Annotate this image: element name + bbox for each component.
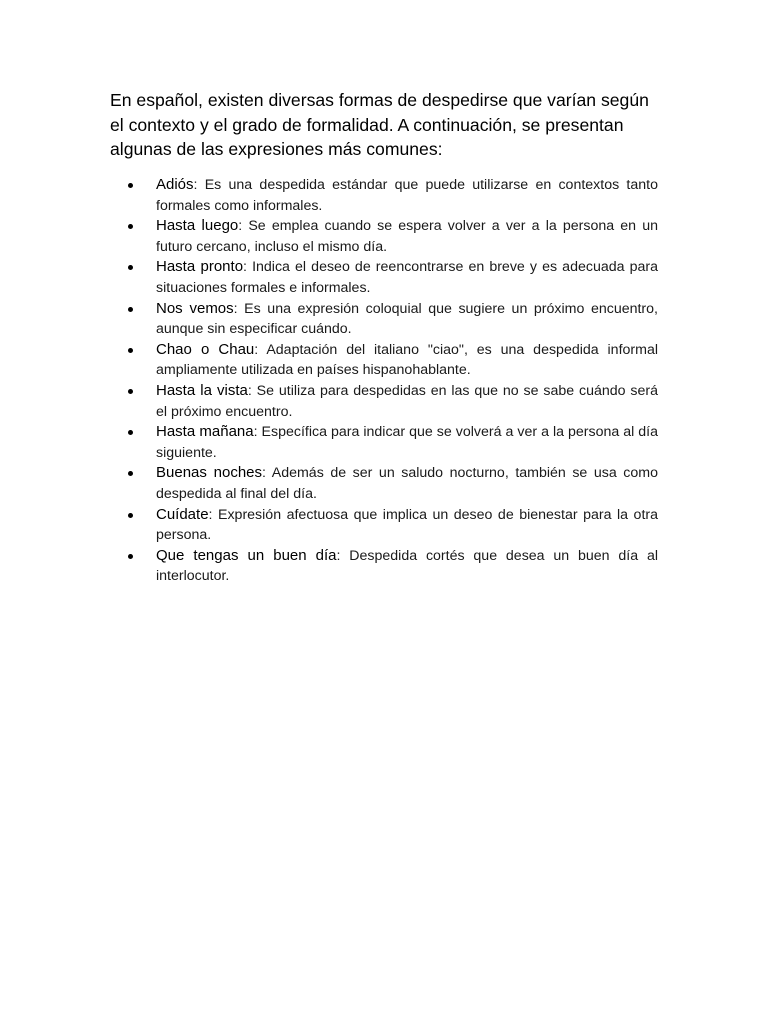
bullet-icon — [128, 307, 133, 312]
list-item — [128, 340, 658, 381]
bullet-icon — [128, 513, 133, 518]
farewell-description: : Es una despedida estándar que puede utilizarse en contextos tanto formales como informales. — [156, 177, 658, 214]
farewell-term: Nos vemos — [156, 299, 234, 317]
list-item — [128, 381, 658, 422]
farewell-term: Cuídate — [156, 505, 209, 523]
farewell-term: Hasta mañana — [156, 423, 254, 441]
farewell-term: Chao o Chau — [156, 340, 255, 358]
list-item — [128, 546, 658, 587]
farewell-term: Hasta pronto — [156, 258, 244, 276]
bullet-icon — [128, 265, 133, 270]
bullet-icon — [128, 224, 133, 229]
farewell-term: Hasta luego — [156, 217, 239, 235]
farewell-term: Buenas noches — [156, 464, 263, 482]
farewell-term: Que tengas un buen día — [156, 546, 337, 564]
list-item — [128, 422, 658, 463]
farewell-description: : Es una expresión coloquial que sugiere un próximo encuentro, aunque sin especificar cuándo. — [156, 300, 658, 338]
bullet-icon — [128, 348, 133, 353]
farewell-description: : Se utiliza para despedidas en las que no se sabe cuándo será el próximo encuentro. — [156, 382, 658, 420]
bullet-icon — [128, 554, 133, 559]
farewell-term: Adiós — [156, 176, 194, 193]
list-item — [128, 505, 658, 546]
bullet-icon — [128, 389, 133, 394]
list-item — [128, 175, 658, 216]
farewell-description: : Se emplea cuando se espera volver a ver a la persona en un futuro cercano, incluso el mismo día. — [156, 218, 658, 255]
intro-paragraph: En español, existen diversas formas de despedirse que varían según el contexto y el grado de formalidad. A continuación, se presentan algunas de las expresiones más comunes: — [110, 90, 649, 159]
farewell-description: : Además de ser un saludo nocturno, también se usa como despedida al final del día. — [156, 465, 658, 502]
farewell-description: : Indica el deseo de reencontrarse en breve y es adecuada para situaciones formales e informales. — [156, 259, 658, 296]
farewell-description: : Adaptación del italiano "ciao", es una despedida informal ampliamente utilizada en países hispanohablante. — [156, 341, 658, 379]
list-item — [128, 299, 658, 340]
bullet-icon — [128, 183, 133, 188]
bullet-icon — [128, 471, 133, 476]
farewell-description: : Expresión afectuosa que implica un deseo de bienestar para la otra persona. — [156, 506, 658, 544]
bullet-icon — [128, 430, 133, 435]
list-item — [128, 463, 658, 504]
farewell-description: : Despedida cortés que desea un buen día al interlocutor. — [156, 547, 658, 585]
list-item — [128, 257, 658, 298]
farewell-list — [128, 175, 658, 587]
farewell-term: Hasta la vista — [156, 381, 248, 399]
list-item — [128, 216, 658, 257]
farewell-description: : Específica para indicar que se volverá a ver a la persona al día siguiente. — [156, 424, 658, 461]
